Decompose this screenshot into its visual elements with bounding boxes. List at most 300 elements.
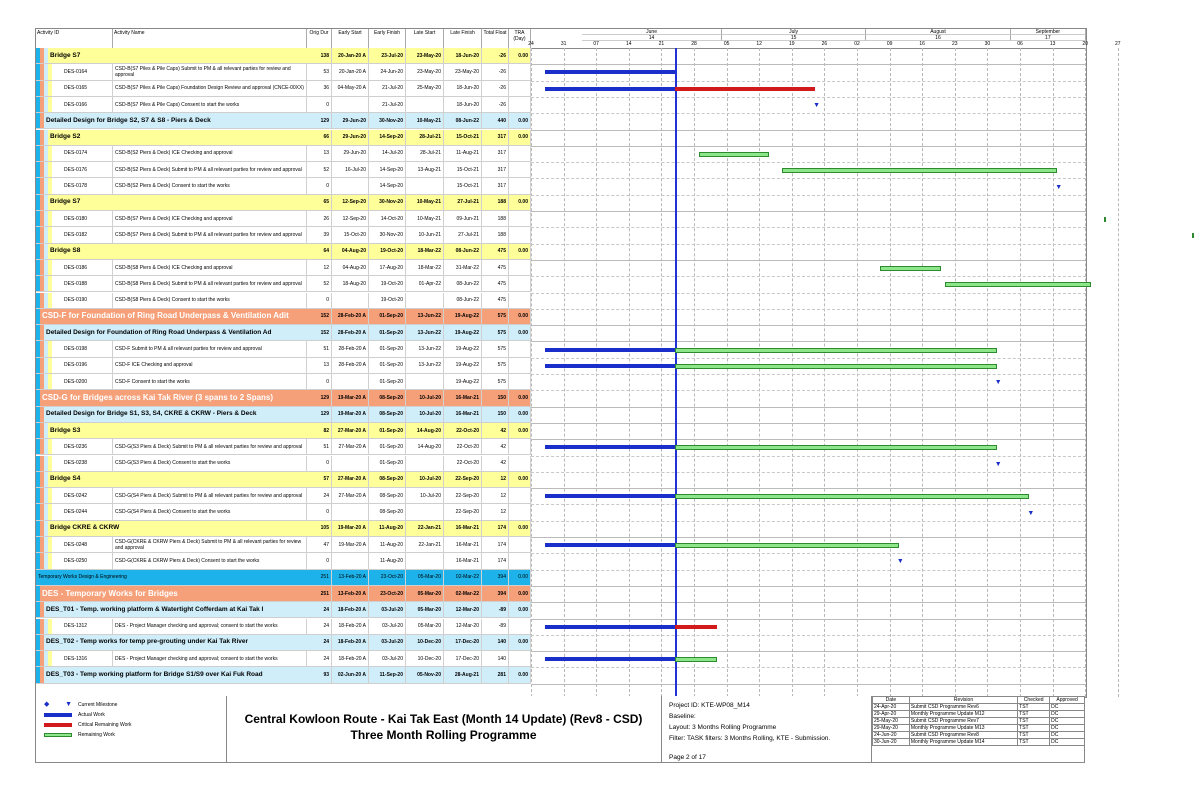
cell-ls: 14-Aug-20 — [406, 439, 444, 454]
week-label: 20 — [1082, 41, 1088, 47]
activity-id: DES-0178 — [56, 178, 113, 193]
actual-bar-icon — [44, 713, 72, 717]
table-row[interactable] — [36, 227, 531, 243]
column-header-2[interactable]: Orig Dur — [307, 29, 332, 48]
cell-lf: 16-Mar-21 — [444, 553, 482, 568]
cell-tf: 281 — [482, 667, 509, 682]
table-row[interactable] — [36, 325, 531, 341]
cell-ls: 10-Jul-20 — [406, 407, 444, 422]
wbs-name: Detailed Design for Bridge S1, S3, S4, CKRE & CKRW - Piers & Deck — [46, 410, 257, 418]
activity-name: CSD-B(S8 Piers & Deck) Submit to PM & all relevant parties for review and approval — [113, 276, 307, 291]
milestone-icon[interactable]: ▼ — [994, 460, 1002, 468]
cell-ef: 11-Aug-20 — [369, 521, 406, 536]
table-row[interactable] — [36, 423, 531, 439]
revision-cell: 25-May-20 — [873, 718, 910, 725]
column-header-8[interactable]: TRA (Day) — [509, 29, 531, 48]
table-row[interactable] — [36, 619, 531, 635]
cell-ls: 01-Apr-22 — [406, 276, 444, 291]
column-header-5[interactable]: Late Start — [406, 29, 444, 48]
cell-ef: 03-Jul-20 — [369, 602, 406, 617]
table-row[interactable] — [36, 586, 531, 602]
activity-id: DES-0244 — [56, 504, 113, 519]
outline-indent — [36, 162, 56, 177]
cell-es — [332, 504, 369, 519]
wbs-name: Detailed Design for Foundation of Ring Road Underpass & Ventilation Ad — [46, 328, 272, 336]
column-header-3[interactable]: Early Start — [332, 29, 369, 48]
cell-tra — [509, 293, 531, 308]
cell-lf: 15-Oct-21 — [444, 162, 482, 177]
cell-lf: 09-Jun-21 — [444, 211, 482, 226]
activity-name: CSD-G(S4 Piers & Deck) Submit to PM & all relevant parties for review and approval — [113, 488, 307, 503]
cell-ef: 30-Nov-20 — [369, 113, 406, 128]
activity-id: DES-0174 — [56, 146, 113, 161]
activity-id: DES-0176 — [56, 162, 113, 177]
cell-ls: 23-May-20 — [406, 64, 444, 79]
actual-bar[interactable] — [545, 657, 675, 661]
cell-tf: 575 — [482, 325, 509, 340]
actual-bar[interactable] — [545, 364, 675, 368]
table-row[interactable] — [36, 456, 531, 472]
week-label: 27 — [1115, 41, 1121, 47]
gridline-horizontal — [531, 293, 1086, 294]
cell-lf: 19-Aug-22 — [444, 325, 482, 340]
cell-tf: 174 — [482, 537, 509, 552]
gantt-chart — [531, 48, 1086, 697]
remaining-bar[interactable] — [699, 152, 769, 157]
cell-ls: 13-Jun-22 — [406, 325, 444, 340]
cell-tf: 317 — [482, 130, 509, 145]
column-header-7[interactable]: Total Float — [482, 29, 509, 48]
cell-tf: 150 — [482, 407, 509, 422]
cell-tra: 0.00 — [509, 130, 531, 145]
cell-lf: 19-Aug-22 — [444, 374, 482, 389]
cell-tf: 440 — [482, 113, 509, 128]
cell-od: 82 — [307, 423, 332, 438]
table-row[interactable] — [36, 537, 531, 553]
cell-lf: 02-Mar-22 — [444, 570, 482, 585]
cell-lf: 16-Mar-21 — [444, 521, 482, 536]
cell-ls: 22-Jan-21 — [406, 521, 444, 536]
remaining-bar[interactable] — [1104, 217, 1106, 222]
remaining-bar[interactable] — [675, 348, 996, 353]
cell-tf: 42 — [482, 439, 509, 454]
wbs-name: DES - Temporary Works for Bridges — [42, 588, 178, 598]
cell-lf: 23-May-20 — [444, 64, 482, 79]
cell-es: 19-Mar-20 A — [332, 390, 369, 405]
gridline-horizontal — [531, 81, 1086, 82]
gridline-horizontal — [531, 178, 1086, 179]
cell-od: 24 — [307, 602, 332, 617]
activity-id: DES-0180 — [56, 211, 113, 226]
cell-lf: 22-Sep-20 — [444, 472, 482, 487]
revision-cell: Submit CSD Programme Rev6 — [909, 704, 1017, 711]
gridline-horizontal — [531, 472, 1086, 473]
cell-od: 13 — [307, 358, 332, 373]
cell-tra: 0.00 — [509, 325, 531, 340]
cell-od: 0 — [307, 553, 332, 568]
week-label: 14 — [626, 41, 632, 47]
table-row[interactable] — [36, 130, 531, 146]
revision-cell: DC — [1050, 739, 1085, 746]
cell-lf: 27-Jul-21 — [444, 195, 482, 210]
cell-ef: 01-Sep-20 — [369, 423, 406, 438]
cell-tf: 575 — [482, 309, 509, 324]
cell-od: 52 — [307, 162, 332, 177]
table-row[interactable] — [36, 521, 531, 537]
cell-ls: 10-Jun-21 — [406, 227, 444, 242]
cell-tra: 0.00 — [509, 48, 531, 63]
gridline-horizontal — [531, 244, 1086, 245]
cell-ef: 14-Oct-20 — [369, 211, 406, 226]
table-row[interactable] — [36, 570, 531, 586]
revision-cell: TST — [1018, 725, 1050, 732]
revision-cell: TST — [1018, 711, 1050, 718]
outline-indent — [36, 521, 48, 536]
cell-es: 29-Jun-20 — [332, 130, 369, 145]
cell-es: 28-Feb-20 A — [332, 341, 369, 356]
cell-lf: 22-Oct-20 — [444, 423, 482, 438]
cell-tra: 0.00 — [509, 195, 531, 210]
table-row[interactable] — [36, 64, 531, 80]
cell-ef: 24-Jun-20 — [369, 64, 406, 79]
gridline-horizontal — [531, 423, 1086, 424]
cell-od: 0 — [307, 504, 332, 519]
remaining-bar[interactable] — [782, 168, 1057, 173]
activity-id: DES-0190 — [56, 293, 113, 308]
cell-od: 0 — [307, 178, 332, 193]
activity-id: DES-0182 — [56, 227, 113, 242]
cell-ls — [406, 97, 444, 112]
cell-es: 29-Jun-20 — [332, 113, 369, 128]
revision-cell: 24-Jun-20 — [873, 732, 910, 739]
table-row[interactable] — [36, 309, 531, 325]
activity-name: CSD-B(S7 Piers & Deck) Submit to PM & all relevant parties for review and approval — [113, 227, 307, 242]
cell-tra — [509, 358, 531, 373]
cell-tf: -26 — [482, 48, 509, 63]
cell-es — [332, 456, 369, 471]
gridline-horizontal — [531, 341, 1086, 342]
gridline-horizontal — [531, 602, 1086, 603]
cell-lf: 08-Jun-22 — [444, 276, 482, 291]
table-row[interactable] — [36, 390, 531, 406]
cell-ls: 13-Aug-21 — [406, 162, 444, 177]
cell-lf: 27-Jul-21 — [444, 227, 482, 242]
actual-bar[interactable] — [545, 70, 675, 74]
week-label: 31 — [560, 41, 567, 47]
actual-bar[interactable] — [545, 87, 675, 91]
table-row[interactable] — [36, 667, 531, 683]
activity-id: DES-0238 — [56, 456, 113, 471]
outline-indent — [36, 81, 56, 96]
cell-tra — [509, 178, 531, 193]
outline-indent — [36, 325, 44, 340]
cell-es — [332, 97, 369, 112]
cell-lf: 22-Sep-20 — [444, 488, 482, 503]
critical-bar[interactable] — [675, 625, 717, 629]
revision-cell: 29-Apr-20 — [873, 711, 910, 718]
cell-od: 251 — [307, 570, 332, 585]
cell-tra — [509, 439, 531, 454]
cell-od: 64 — [307, 244, 332, 259]
revision-cell: DC — [1050, 711, 1085, 718]
cell-od: 53 — [307, 64, 332, 79]
cell-tf: 140 — [482, 651, 509, 666]
cell-tf: 188 — [482, 227, 509, 242]
week-label: 26 — [821, 41, 828, 47]
cell-tra — [509, 651, 531, 666]
project-layout: Layout: 3 Months Rolling Programme — [669, 724, 777, 731]
wbs-name: Bridge S7 — [50, 198, 81, 206]
week-label: 13 — [1049, 41, 1056, 47]
cell-od: 0 — [307, 456, 332, 471]
week-label: 24 — [528, 41, 534, 47]
cell-lf: 18-Jun-20 — [444, 81, 482, 96]
critical-bar[interactable] — [675, 87, 815, 91]
table-row[interactable] — [36, 113, 531, 129]
revision-header: Approved — [1050, 697, 1085, 704]
cell-es: 18-Aug-20 — [332, 276, 369, 291]
activity-name: CSD-F ICE Checking and approval — [113, 358, 307, 373]
cell-tra — [509, 488, 531, 503]
cell-tf: 317 — [482, 162, 509, 177]
column-header-0[interactable]: Activity ID — [36, 29, 113, 48]
cell-tra: 0.00 — [509, 472, 531, 487]
cell-ef: 11-Aug-20 — [369, 537, 406, 552]
remaining-bar[interactable] — [675, 445, 996, 450]
gridline-horizontal — [531, 113, 1086, 114]
cell-od: 47 — [307, 537, 332, 552]
remaining-bar[interactable] — [675, 543, 899, 548]
cell-es: 19-Mar-20 A — [332, 537, 369, 552]
cell-ls: 23-May-20 — [406, 48, 444, 63]
week-number-2: 16 — [866, 35, 1010, 41]
table-row[interactable] — [36, 81, 531, 97]
activity-id: DES-0164 — [56, 64, 113, 79]
cell-tf: 174 — [482, 521, 509, 536]
cell-tf: -26 — [482, 64, 509, 79]
revision-header: Date — [873, 697, 910, 704]
outline-indent — [36, 341, 56, 356]
revision-cell: Monthly Programme Update M14 — [909, 739, 1017, 746]
table-row[interactable] — [36, 374, 531, 390]
column-header-4[interactable]: Early Finish — [369, 29, 406, 48]
cell-ls: 10-Jul-20 — [406, 472, 444, 487]
outline-indent — [36, 602, 44, 617]
gridline-horizontal — [531, 325, 1086, 326]
gridline-horizontal — [531, 619, 1086, 620]
cell-tra — [509, 162, 531, 177]
table-row[interactable] — [36, 553, 531, 569]
cell-od: 105 — [307, 521, 332, 536]
table-row[interactable] — [36, 97, 531, 113]
cell-ef: 01-Sep-20 — [369, 374, 406, 389]
revision-cell: DC — [1050, 704, 1085, 711]
wbs-name: Bridge S8 — [50, 247, 81, 255]
cell-ls — [406, 456, 444, 471]
gridline-horizontal — [531, 358, 1086, 359]
outline-indent — [36, 423, 48, 438]
wbs-name: DES_T01 - Temp. working platform & Watertight Cofferdam at Kai Tak I — [46, 605, 264, 613]
table-row[interactable] — [36, 488, 531, 504]
cell-ef: 23-Oct-20 — [369, 570, 406, 585]
wbs-name: Bridge S2 — [50, 133, 81, 141]
outline-indent — [36, 276, 56, 291]
actual-bar[interactable] — [545, 543, 675, 547]
table-row[interactable] — [36, 244, 531, 260]
milestone-icon[interactable]: ▼ — [1055, 183, 1063, 191]
cell-tf: -26 — [482, 97, 509, 112]
cell-tra — [509, 276, 531, 291]
cell-tf: 475 — [482, 260, 509, 275]
table-row[interactable] — [36, 211, 531, 227]
cell-tra: 0.00 — [509, 521, 531, 536]
revision-row — [873, 732, 1085, 739]
gridline-horizontal — [531, 390, 1086, 391]
cell-es: 12-Sep-20 — [332, 211, 369, 226]
table-row[interactable] — [36, 504, 531, 520]
table-row[interactable] — [36, 635, 531, 651]
cell-ls: 10-May-21 — [406, 195, 444, 210]
milestone-icon[interactable]: ▼ — [994, 379, 1002, 387]
actual-bar[interactable] — [545, 494, 675, 498]
cell-ls: 28-Jul-21 — [406, 130, 444, 145]
cell-tra: 0.00 — [509, 570, 531, 585]
remaining-bar[interactable] — [675, 364, 996, 369]
revision-cell: Monthly Programme Update M13 — [909, 725, 1017, 732]
cell-lf: 31-Mar-22 — [444, 260, 482, 275]
activity-name: CSD-B(S7 Piles & Pile Caps) Submit to PM & all relevant parties for review and approval — [113, 64, 307, 79]
cell-od: 152 — [307, 325, 332, 340]
cell-ef: 11-Aug-20 — [369, 553, 406, 568]
month-2: August — [866, 29, 1010, 35]
cell-ls: 10-Jul-20 — [406, 488, 444, 503]
table-row[interactable] — [36, 651, 531, 667]
table-row[interactable] — [36, 439, 531, 455]
cell-es: 28-Feb-20 A — [332, 325, 369, 340]
table-row[interactable] — [36, 195, 531, 211]
gridline-horizontal — [531, 97, 1086, 98]
cell-es: 20-Jan-20 A — [332, 64, 369, 79]
cell-tra — [509, 227, 531, 242]
cell-lf: 19-Aug-22 — [444, 309, 482, 324]
milestone-icon[interactable]: ▼ — [1027, 509, 1035, 517]
cell-ef: 14-Sep-20 — [369, 130, 406, 145]
wbs-name: Bridge S3 — [50, 426, 81, 434]
outline-indent — [36, 439, 56, 454]
cell-od: 129 — [307, 113, 332, 128]
cell-ef: 19-Oct-20 — [369, 293, 406, 308]
cell-ef: 03-Jul-20 — [369, 651, 406, 666]
cell-ef: 30-Nov-20 — [369, 195, 406, 210]
outline-indent — [36, 64, 56, 79]
cell-ef: 03-Jul-20 — [369, 635, 406, 650]
remaining-bar[interactable] — [880, 266, 941, 271]
cell-ef: 11-Sep-20 — [369, 667, 406, 682]
gridline-horizontal — [531, 570, 1086, 571]
table-row[interactable] — [36, 358, 531, 374]
table-row[interactable] — [36, 293, 531, 309]
table-row[interactable] — [36, 146, 531, 162]
cell-es: 29-Jun-20 — [332, 146, 369, 161]
cell-es: 28-Feb-20 A — [332, 358, 369, 373]
actual-bar[interactable] — [545, 625, 675, 629]
week-label: 28 — [691, 41, 697, 47]
project-id: Project ID: KTE-WP08_M14 — [669, 702, 750, 709]
gridline-horizontal — [531, 374, 1086, 375]
milestone-icon[interactable]: ▼ — [813, 102, 821, 110]
revision-cell: TST — [1018, 704, 1050, 711]
column-header-1[interactable]: Activity Name — [113, 29, 307, 48]
gridline-horizontal — [531, 211, 1086, 212]
cell-tra: 0.00 — [509, 244, 531, 259]
cell-es: 27-Mar-20 A — [332, 472, 369, 487]
table-row[interactable] — [36, 162, 531, 178]
week-label: 21 — [658, 41, 665, 47]
cell-es — [332, 293, 369, 308]
table-row[interactable] — [36, 472, 531, 488]
revision-cell: Submit CSD Programme Rev8 — [909, 732, 1017, 739]
cell-ef: 01-Sep-20 — [369, 439, 406, 454]
cell-ls: 10-May-21 — [406, 211, 444, 226]
gridline-horizontal — [531, 162, 1086, 163]
cell-ef: 08-Sep-20 — [369, 472, 406, 487]
wbs-name: DES_T02 - Temp works for temp pre-grouting under Kai Tak River — [46, 638, 249, 646]
cell-tra — [509, 619, 531, 634]
column-header-6[interactable]: Late Finish — [444, 29, 482, 48]
table-row[interactable] — [36, 260, 531, 276]
legend-milestone — [44, 702, 117, 708]
cell-ls: 25-May-20 — [406, 81, 444, 96]
remaining-bar[interactable] — [675, 494, 1029, 499]
table-row[interactable] — [36, 178, 531, 194]
cell-tra: 0.00 — [509, 113, 531, 128]
legend-remaining-label: Remaining Work — [78, 732, 115, 738]
remaining-bar[interactable] — [675, 657, 717, 662]
table-row[interactable] — [36, 276, 531, 292]
outline-indent — [36, 407, 44, 422]
legend-critical-label: Critical Remaining Work — [78, 722, 132, 728]
cell-tra: 0.00 — [509, 667, 531, 682]
cell-tra — [509, 97, 531, 112]
cell-ls: 10-Dec-20 — [406, 651, 444, 666]
outline-indent — [36, 619, 56, 634]
cell-es: 02-Jun-20 A — [332, 667, 369, 682]
table-row[interactable] — [36, 602, 531, 618]
legend-milestone-label: Current Milestone — [78, 702, 118, 708]
table-row[interactable] — [36, 341, 531, 357]
activity-name: CSD-G(S3 Piers & Deck) Consent to start the works — [113, 456, 307, 471]
activity-id: DES-0236 — [56, 439, 113, 454]
actual-bar[interactable] — [545, 348, 675, 352]
cell-lf: 17-Dec-20 — [444, 635, 482, 650]
remaining-bar[interactable] — [945, 282, 1091, 287]
revision-row — [873, 711, 1085, 718]
table-row[interactable] — [36, 407, 531, 423]
milestone-icon[interactable]: ▼ — [896, 558, 904, 566]
cell-ef: 03-Jul-20 — [369, 619, 406, 634]
cell-ls: 18-Mar-22 — [406, 244, 444, 259]
cell-tf: 12 — [482, 472, 509, 487]
cell-tra — [509, 504, 531, 519]
activity-id: DES-0186 — [56, 260, 113, 275]
week-label: 30 — [984, 41, 991, 47]
cell-od: 24 — [307, 635, 332, 650]
cell-od: 93 — [307, 667, 332, 682]
cell-lf: 16-Mar-21 — [444, 407, 482, 422]
table-row[interactable] — [36, 48, 531, 64]
cell-ls: 13-Jun-22 — [406, 341, 444, 356]
actual-bar[interactable] — [545, 445, 675, 449]
